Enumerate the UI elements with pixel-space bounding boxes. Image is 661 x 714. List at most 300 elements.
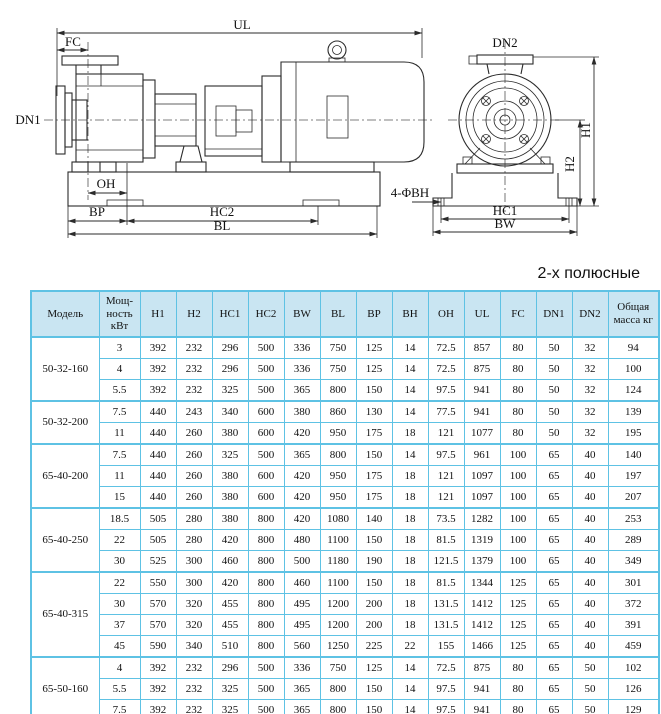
power-cell: 3 — [99, 337, 140, 359]
value-cell: 495 — [284, 615, 320, 636]
value-cell: 1097 — [464, 466, 500, 487]
pump-dimension-drawing — [0, 0, 661, 262]
power-cell: 5.5 — [99, 679, 140, 700]
power-cell: 7.5 — [99, 401, 140, 423]
value-cell: 420 — [284, 487, 320, 509]
value-cell: 32 — [572, 337, 608, 359]
value-cell: 175 — [356, 466, 392, 487]
dim-label-bp: BP — [89, 204, 105, 219]
dimensions-table — [30, 290, 660, 714]
value-cell: 300 — [176, 572, 212, 594]
value-cell: 600 — [248, 466, 284, 487]
value-cell: 65 — [536, 551, 572, 573]
value-cell: 65 — [536, 679, 572, 700]
value-cell: 18 — [392, 423, 428, 445]
stand-rib — [530, 148, 545, 164]
table-row — [31, 657, 659, 679]
value-cell: 480 — [284, 530, 320, 551]
value-cell: 440 — [140, 466, 176, 487]
value-cell: 296 — [212, 359, 248, 380]
value-cell: 600 — [248, 401, 284, 423]
coupling — [216, 106, 236, 136]
dim-label-bl: BL — [213, 218, 231, 233]
value-cell: 200 — [356, 594, 392, 615]
power-cell: 5.5 — [99, 380, 140, 402]
value-cell: 40 — [572, 615, 608, 636]
value-cell: 392 — [140, 700, 176, 714]
table-row — [31, 551, 659, 573]
value-cell: 50 — [536, 423, 572, 445]
value-cell: 14 — [392, 359, 428, 380]
column-header: DN1 — [536, 291, 572, 337]
coupling-guard — [205, 86, 262, 156]
power-cell: 7.5 — [99, 444, 140, 466]
value-cell: 500 — [248, 657, 284, 679]
value-cell: 195 — [608, 423, 659, 445]
value-cell: 325 — [212, 380, 248, 402]
dim-label-bh: 4-ΦBH — [390, 185, 430, 200]
value-cell: 72.5 — [428, 359, 464, 380]
value-cell: 18 — [392, 572, 428, 594]
value-cell: 750 — [320, 359, 356, 380]
value-cell: 140 — [356, 508, 392, 530]
value-cell: 590 — [140, 636, 176, 658]
value-cell: 121 — [428, 487, 464, 509]
value-cell: 296 — [212, 657, 248, 679]
value-cell: 1097 — [464, 487, 500, 509]
value-cell: 459 — [608, 636, 659, 658]
value-cell: 1379 — [464, 551, 500, 573]
value-cell: 50 — [536, 337, 572, 359]
motor-body — [281, 62, 424, 162]
value-cell: 1200 — [320, 615, 356, 636]
value-cell: 500 — [248, 359, 284, 380]
value-cell: 260 — [176, 444, 212, 466]
header-row — [31, 291, 659, 337]
value-cell: 392 — [140, 679, 176, 700]
value-cell: 81.5 — [428, 530, 464, 551]
column-header: HC2 — [248, 291, 284, 337]
value-cell: 65 — [536, 444, 572, 466]
value-cell: 126 — [608, 679, 659, 700]
dim-label-fc: FC — [65, 34, 81, 49]
table-row — [31, 380, 659, 402]
table-row — [31, 423, 659, 445]
value-cell: 325 — [212, 679, 248, 700]
power-cell: 22 — [99, 572, 140, 594]
value-cell: 22 — [392, 636, 428, 658]
value-cell: 150 — [356, 530, 392, 551]
value-cell: 1412 — [464, 594, 500, 615]
value-cell: 336 — [284, 337, 320, 359]
value-cell: 65 — [536, 700, 572, 714]
value-cell: 510 — [212, 636, 248, 658]
value-cell: 175 — [356, 423, 392, 445]
value-cell: 40 — [572, 508, 608, 530]
value-cell: 125 — [356, 359, 392, 380]
column-header: OH — [428, 291, 464, 337]
value-cell: 1319 — [464, 530, 500, 551]
value-cell: 260 — [176, 487, 212, 509]
value-cell: 232 — [176, 337, 212, 359]
value-cell: 232 — [176, 380, 212, 402]
value-cell: 97.5 — [428, 700, 464, 714]
value-cell: 340 — [212, 401, 248, 423]
dim-label-bw: BW — [494, 216, 516, 231]
value-cell: 500 — [248, 337, 284, 359]
value-cell: 365 — [284, 700, 320, 714]
motor-feet — [290, 162, 374, 172]
model-cell: 65-40-200 — [31, 444, 99, 508]
value-cell: 950 — [320, 466, 356, 487]
value-cell: 560 — [284, 636, 320, 658]
value-cell: 505 — [140, 508, 176, 530]
value-cell: 372 — [608, 594, 659, 615]
value-cell: 243 — [176, 401, 212, 423]
value-cell: 950 — [320, 487, 356, 509]
coupling — [236, 110, 252, 132]
value-cell: 18 — [392, 615, 428, 636]
value-cell: 941 — [464, 679, 500, 700]
value-cell: 875 — [464, 359, 500, 380]
value-cell: 420 — [212, 572, 248, 594]
column-header: FC — [500, 291, 536, 337]
column-header: DN2 — [572, 291, 608, 337]
model-cell: 50-32-160 — [31, 337, 99, 401]
value-cell: 420 — [284, 466, 320, 487]
power-cell: 22 — [99, 530, 140, 551]
value-cell: 72.5 — [428, 657, 464, 679]
value-cell: 97.5 — [428, 380, 464, 402]
value-cell: 65 — [536, 594, 572, 615]
value-cell: 150 — [356, 700, 392, 714]
value-cell: 125 — [356, 657, 392, 679]
value-cell: 300 — [176, 551, 212, 573]
value-cell: 500 — [248, 380, 284, 402]
lifting-eye-hole — [333, 46, 342, 55]
value-cell: 800 — [248, 530, 284, 551]
value-cell: 121 — [428, 423, 464, 445]
value-cell: 125 — [500, 636, 536, 658]
value-cell: 800 — [248, 551, 284, 573]
value-cell: 800 — [248, 572, 284, 594]
table-row — [31, 594, 659, 615]
value-cell: 100 — [500, 466, 536, 487]
value-cell: 750 — [320, 657, 356, 679]
value-cell: 380 — [212, 466, 248, 487]
value-cell: 800 — [320, 380, 356, 402]
value-cell: 800 — [248, 508, 284, 530]
table-row — [31, 700, 659, 714]
column-header: BP — [356, 291, 392, 337]
power-cell: 37 — [99, 615, 140, 636]
value-cell: 65 — [536, 530, 572, 551]
value-cell: 14 — [392, 337, 428, 359]
value-cell: 150 — [356, 444, 392, 466]
value-cell: 190 — [356, 551, 392, 573]
value-cell: 1282 — [464, 508, 500, 530]
table-body — [31, 337, 659, 714]
power-cell: 15 — [99, 487, 140, 509]
value-cell: 50 — [536, 401, 572, 423]
value-cell: 289 — [608, 530, 659, 551]
value-cell: 340 — [176, 636, 212, 658]
value-cell: 121.5 — [428, 551, 464, 573]
value-cell: 73.5 — [428, 508, 464, 530]
value-cell: 32 — [572, 359, 608, 380]
value-cell: 800 — [320, 679, 356, 700]
column-header: BH — [392, 291, 428, 337]
value-cell: 77.5 — [428, 401, 464, 423]
value-cell: 150 — [356, 572, 392, 594]
value-cell: 800 — [320, 700, 356, 714]
table-row — [31, 679, 659, 700]
value-cell: 1466 — [464, 636, 500, 658]
value-cell: 750 — [320, 337, 356, 359]
value-cell: 97.5 — [428, 679, 464, 700]
value-cell: 320 — [176, 615, 212, 636]
column-header-model: Модель — [31, 291, 99, 337]
value-cell: 65 — [536, 572, 572, 594]
value-cell: 81.5 — [428, 572, 464, 594]
column-header: H1 — [140, 291, 176, 337]
power-cell: 18.5 — [99, 508, 140, 530]
value-cell: 455 — [212, 594, 248, 615]
value-cell: 391 — [608, 615, 659, 636]
value-cell: 18 — [392, 466, 428, 487]
value-cell: 349 — [608, 551, 659, 573]
value-cell: 80 — [500, 700, 536, 714]
table-row — [31, 636, 659, 658]
value-cell: 232 — [176, 679, 212, 700]
value-cell: 440 — [140, 423, 176, 445]
flange-tab — [469, 56, 477, 64]
value-cell: 420 — [284, 508, 320, 530]
value-cell: 380 — [284, 401, 320, 423]
motor-nameplate — [327, 96, 348, 138]
value-cell: 18 — [392, 594, 428, 615]
value-cell: 100 — [500, 551, 536, 573]
value-cell: 525 — [140, 551, 176, 573]
value-cell: 420 — [284, 423, 320, 445]
value-cell: 207 — [608, 487, 659, 509]
value-cell: 800 — [320, 444, 356, 466]
value-cell: 550 — [140, 572, 176, 594]
value-cell: 495 — [284, 594, 320, 615]
value-cell: 197 — [608, 466, 659, 487]
value-cell: 1100 — [320, 530, 356, 551]
value-cell: 280 — [176, 508, 212, 530]
power-cell: 4 — [99, 359, 140, 380]
dim-label-dn2: DN2 — [492, 35, 518, 50]
table-row — [31, 337, 659, 359]
power-cell: 11 — [99, 466, 140, 487]
value-cell: 65 — [536, 466, 572, 487]
value-cell: 125 — [500, 615, 536, 636]
value-cell: 232 — [176, 657, 212, 679]
value-cell: 14 — [392, 700, 428, 714]
value-cell: 325 — [212, 444, 248, 466]
value-cell: 40 — [572, 487, 608, 509]
value-cell: 100 — [500, 444, 536, 466]
value-cell: 40 — [572, 594, 608, 615]
pump-end-view — [391, 35, 599, 236]
value-cell: 225 — [356, 636, 392, 658]
value-cell: 80 — [500, 337, 536, 359]
value-cell: 200 — [356, 615, 392, 636]
backplate — [143, 80, 155, 158]
value-cell: 420 — [212, 530, 248, 551]
value-cell: 65 — [536, 487, 572, 509]
value-cell: 139 — [608, 401, 659, 423]
value-cell: 500 — [248, 444, 284, 466]
value-cell: 175 — [356, 487, 392, 509]
table-header — [31, 291, 659, 337]
value-cell: 14 — [392, 444, 428, 466]
value-cell: 65 — [536, 657, 572, 679]
value-cell: 455 — [212, 615, 248, 636]
dim-label-h1: H1 — [578, 122, 593, 138]
table-row — [31, 530, 659, 551]
value-cell: 600 — [248, 487, 284, 509]
value-cell: 50 — [536, 359, 572, 380]
value-cell: 32 — [572, 380, 608, 402]
value-cell: 80 — [500, 401, 536, 423]
value-cell: 40 — [572, 444, 608, 466]
value-cell: 18 — [392, 530, 428, 551]
pump-casing — [76, 74, 143, 162]
dim-label-hc2: HC2 — [209, 204, 235, 219]
value-cell: 232 — [176, 700, 212, 714]
value-cell: 100 — [500, 487, 536, 509]
column-header: BL — [320, 291, 356, 337]
value-cell: 800 — [248, 594, 284, 615]
value-cell: 392 — [140, 657, 176, 679]
pump-foot-pad — [72, 162, 88, 172]
value-cell: 125 — [356, 337, 392, 359]
value-cell: 14 — [392, 679, 428, 700]
value-cell: 950 — [320, 423, 356, 445]
column-header-power: Мощ-ность кВт — [99, 291, 140, 337]
value-cell: 253 — [608, 508, 659, 530]
value-cell: 140 — [608, 444, 659, 466]
value-cell: 1250 — [320, 636, 356, 658]
support-foot-pad — [176, 162, 206, 172]
value-cell: 941 — [464, 700, 500, 714]
value-cell: 80 — [500, 359, 536, 380]
value-cell: 857 — [464, 337, 500, 359]
value-cell: 124 — [608, 380, 659, 402]
value-cell: 1077 — [464, 423, 500, 445]
value-cell: 40 — [572, 572, 608, 594]
discharge-neck — [521, 64, 523, 74]
value-cell: 365 — [284, 380, 320, 402]
value-cell: 365 — [284, 444, 320, 466]
value-cell: 100 — [500, 508, 536, 530]
value-cell: 875 — [464, 657, 500, 679]
value-cell: 65 — [536, 615, 572, 636]
value-cell: 150 — [356, 380, 392, 402]
value-cell: 100 — [608, 359, 659, 380]
value-cell: 94 — [608, 337, 659, 359]
value-cell: 301 — [608, 572, 659, 594]
column-header: UL — [464, 291, 500, 337]
value-cell: 260 — [176, 423, 212, 445]
value-cell: 260 — [176, 466, 212, 487]
value-cell: 155 — [428, 636, 464, 658]
value-cell: 40 — [572, 466, 608, 487]
stand-rib — [465, 148, 480, 164]
model-cell: 65-40-315 — [31, 572, 99, 657]
motor-flange — [262, 76, 281, 162]
value-cell: 18 — [392, 487, 428, 509]
value-cell: 14 — [392, 401, 428, 423]
pump-foot-pad — [100, 162, 116, 172]
flange-bolt — [541, 157, 550, 164]
value-cell: 392 — [140, 337, 176, 359]
discharge-neck — [487, 64, 489, 74]
table-row — [31, 444, 659, 466]
value-cell: 121 — [428, 466, 464, 487]
value-cell: 80 — [500, 380, 536, 402]
value-cell: 941 — [464, 401, 500, 423]
value-cell: 460 — [284, 572, 320, 594]
value-cell: 32 — [572, 401, 608, 423]
value-cell: 1412 — [464, 615, 500, 636]
value-cell: 14 — [392, 380, 428, 402]
value-cell: 97.5 — [428, 444, 464, 466]
value-cell: 50 — [572, 700, 608, 714]
value-cell: 500 — [284, 551, 320, 573]
dim-label-oh: OH — [96, 176, 116, 191]
anchor-pad — [303, 200, 339, 206]
value-cell: 320 — [176, 594, 212, 615]
value-cell: 72.5 — [428, 337, 464, 359]
column-header: H2 — [176, 291, 212, 337]
support-foot — [180, 146, 202, 162]
table-row — [31, 508, 659, 530]
value-cell: 50 — [572, 657, 608, 679]
value-cell: 336 — [284, 359, 320, 380]
power-cell: 30 — [99, 551, 140, 573]
value-cell: 150 — [356, 679, 392, 700]
value-cell: 961 — [464, 444, 500, 466]
dim-label-dn1: DN1 — [15, 112, 41, 127]
value-cell: 40 — [572, 530, 608, 551]
value-cell: 125 — [500, 594, 536, 615]
value-cell: 392 — [140, 380, 176, 402]
value-cell: 392 — [140, 359, 176, 380]
power-cell: 4 — [99, 657, 140, 679]
value-cell: 1200 — [320, 594, 356, 615]
value-cell: 380 — [212, 423, 248, 445]
value-cell: 80 — [500, 679, 536, 700]
column-header-mass: Общая масса кг — [608, 291, 659, 337]
value-cell: 440 — [140, 487, 176, 509]
model-cell: 65-40-250 — [31, 508, 99, 572]
value-cell: 570 — [140, 615, 176, 636]
value-cell: 14 — [392, 657, 428, 679]
column-header: HC1 — [212, 291, 248, 337]
value-cell: 296 — [212, 337, 248, 359]
value-cell: 80 — [500, 423, 536, 445]
value-cell: 800 — [248, 636, 284, 658]
value-cell: 440 — [140, 444, 176, 466]
pump-side-view — [15, 17, 432, 238]
value-cell: 380 — [212, 508, 248, 530]
value-cell: 860 — [320, 401, 356, 423]
power-cell: 11 — [99, 423, 140, 445]
